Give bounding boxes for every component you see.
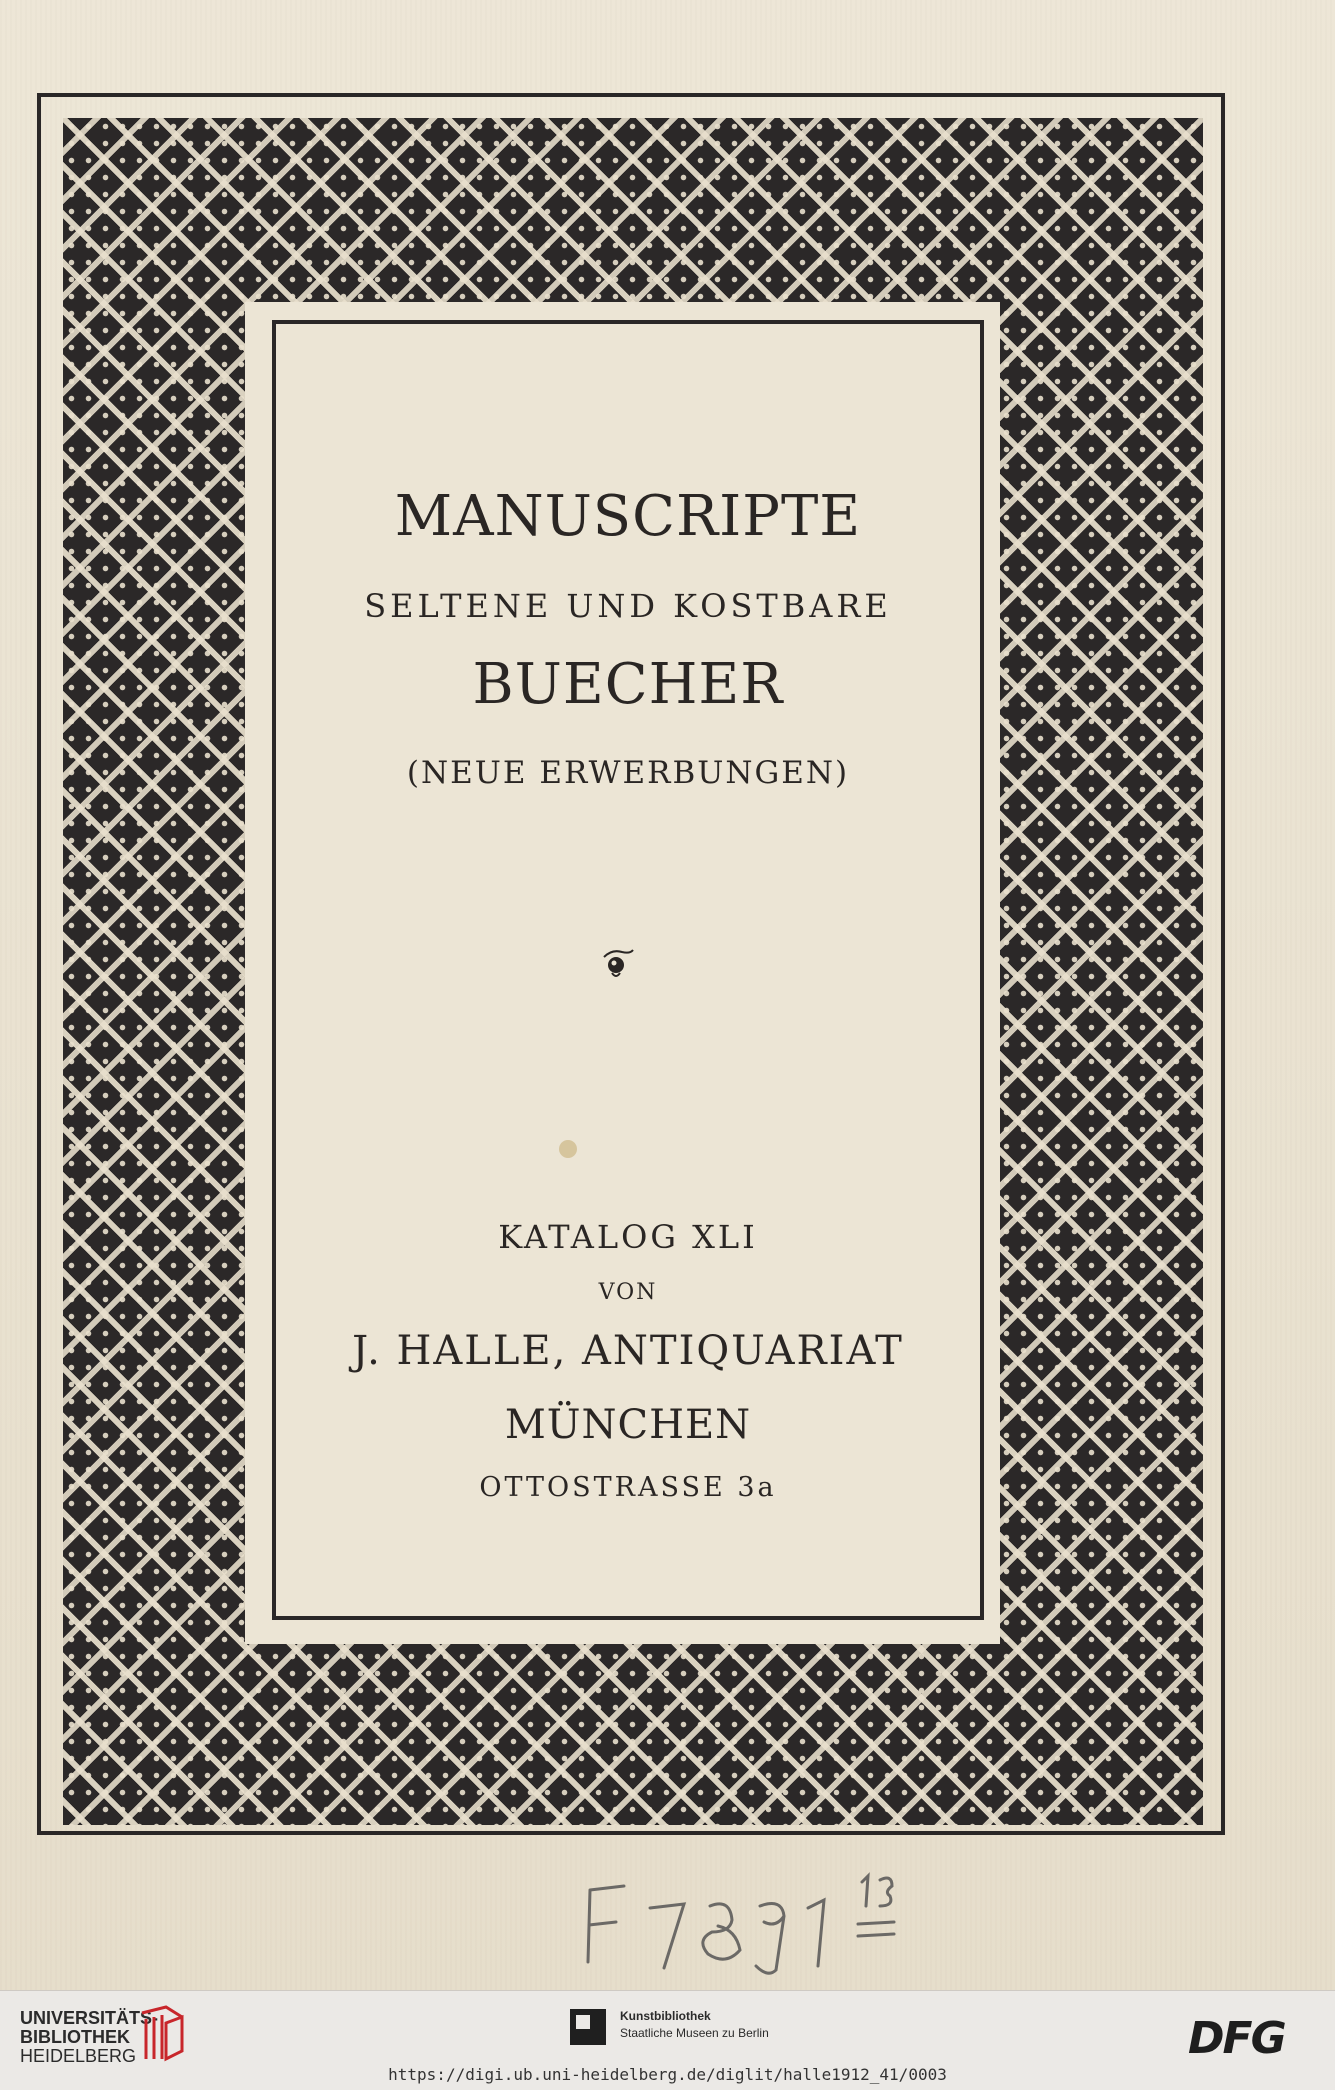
cover-title-books: BUECHER	[472, 652, 784, 717]
digitization-footer	[0, 1990, 1335, 2090]
library-name-line1: UNIVERSITÄTS-	[20, 2008, 159, 2028]
kunstbibliothek-logo-icon	[570, 2009, 606, 2045]
library-name-line2: BIBLIOTHEK	[20, 2027, 130, 2047]
handwritten-shelfmark	[580, 1870, 910, 1980]
dfg-logo: DFG	[1188, 2013, 1285, 2064]
kunstbibliothek-name-line2: Staatliche Museen zu Berlin	[620, 2026, 769, 2040]
paper-stain	[559, 1140, 577, 1158]
cover-subtitle-new-acquisitions: (NEUE ERWERBUNGEN)	[406, 755, 850, 791]
by-label: VON	[598, 1280, 658, 1305]
university-library-logo-icon	[136, 2003, 188, 2063]
publisher-street: OTTOSTRASSE 3a	[479, 1472, 777, 1503]
kunstbibliothek-name-line1: Kunstbibliothek	[620, 2009, 711, 2023]
printer-device-icon	[600, 945, 636, 981]
permalink-url[interactable]: https://digi.ub.uni-heidelberg.de/diglit/halle1912_41/0003	[388, 2065, 947, 2084]
cover-subtitle: SELTENE UND KOSTBARE	[364, 587, 892, 625]
library-name-line3: HEIDELBERG	[20, 2046, 137, 2066]
cover-title: MANUSCRIPTE	[394, 484, 862, 549]
publisher-name: J. HALLE, ANTIQUARIAT	[352, 1328, 904, 1374]
kunstbibliothek-name	[620, 2009, 769, 2040]
catalog-number: KATALOG XLI	[498, 1218, 758, 1256]
publisher-city: MÜNCHEN	[504, 1402, 752, 1448]
